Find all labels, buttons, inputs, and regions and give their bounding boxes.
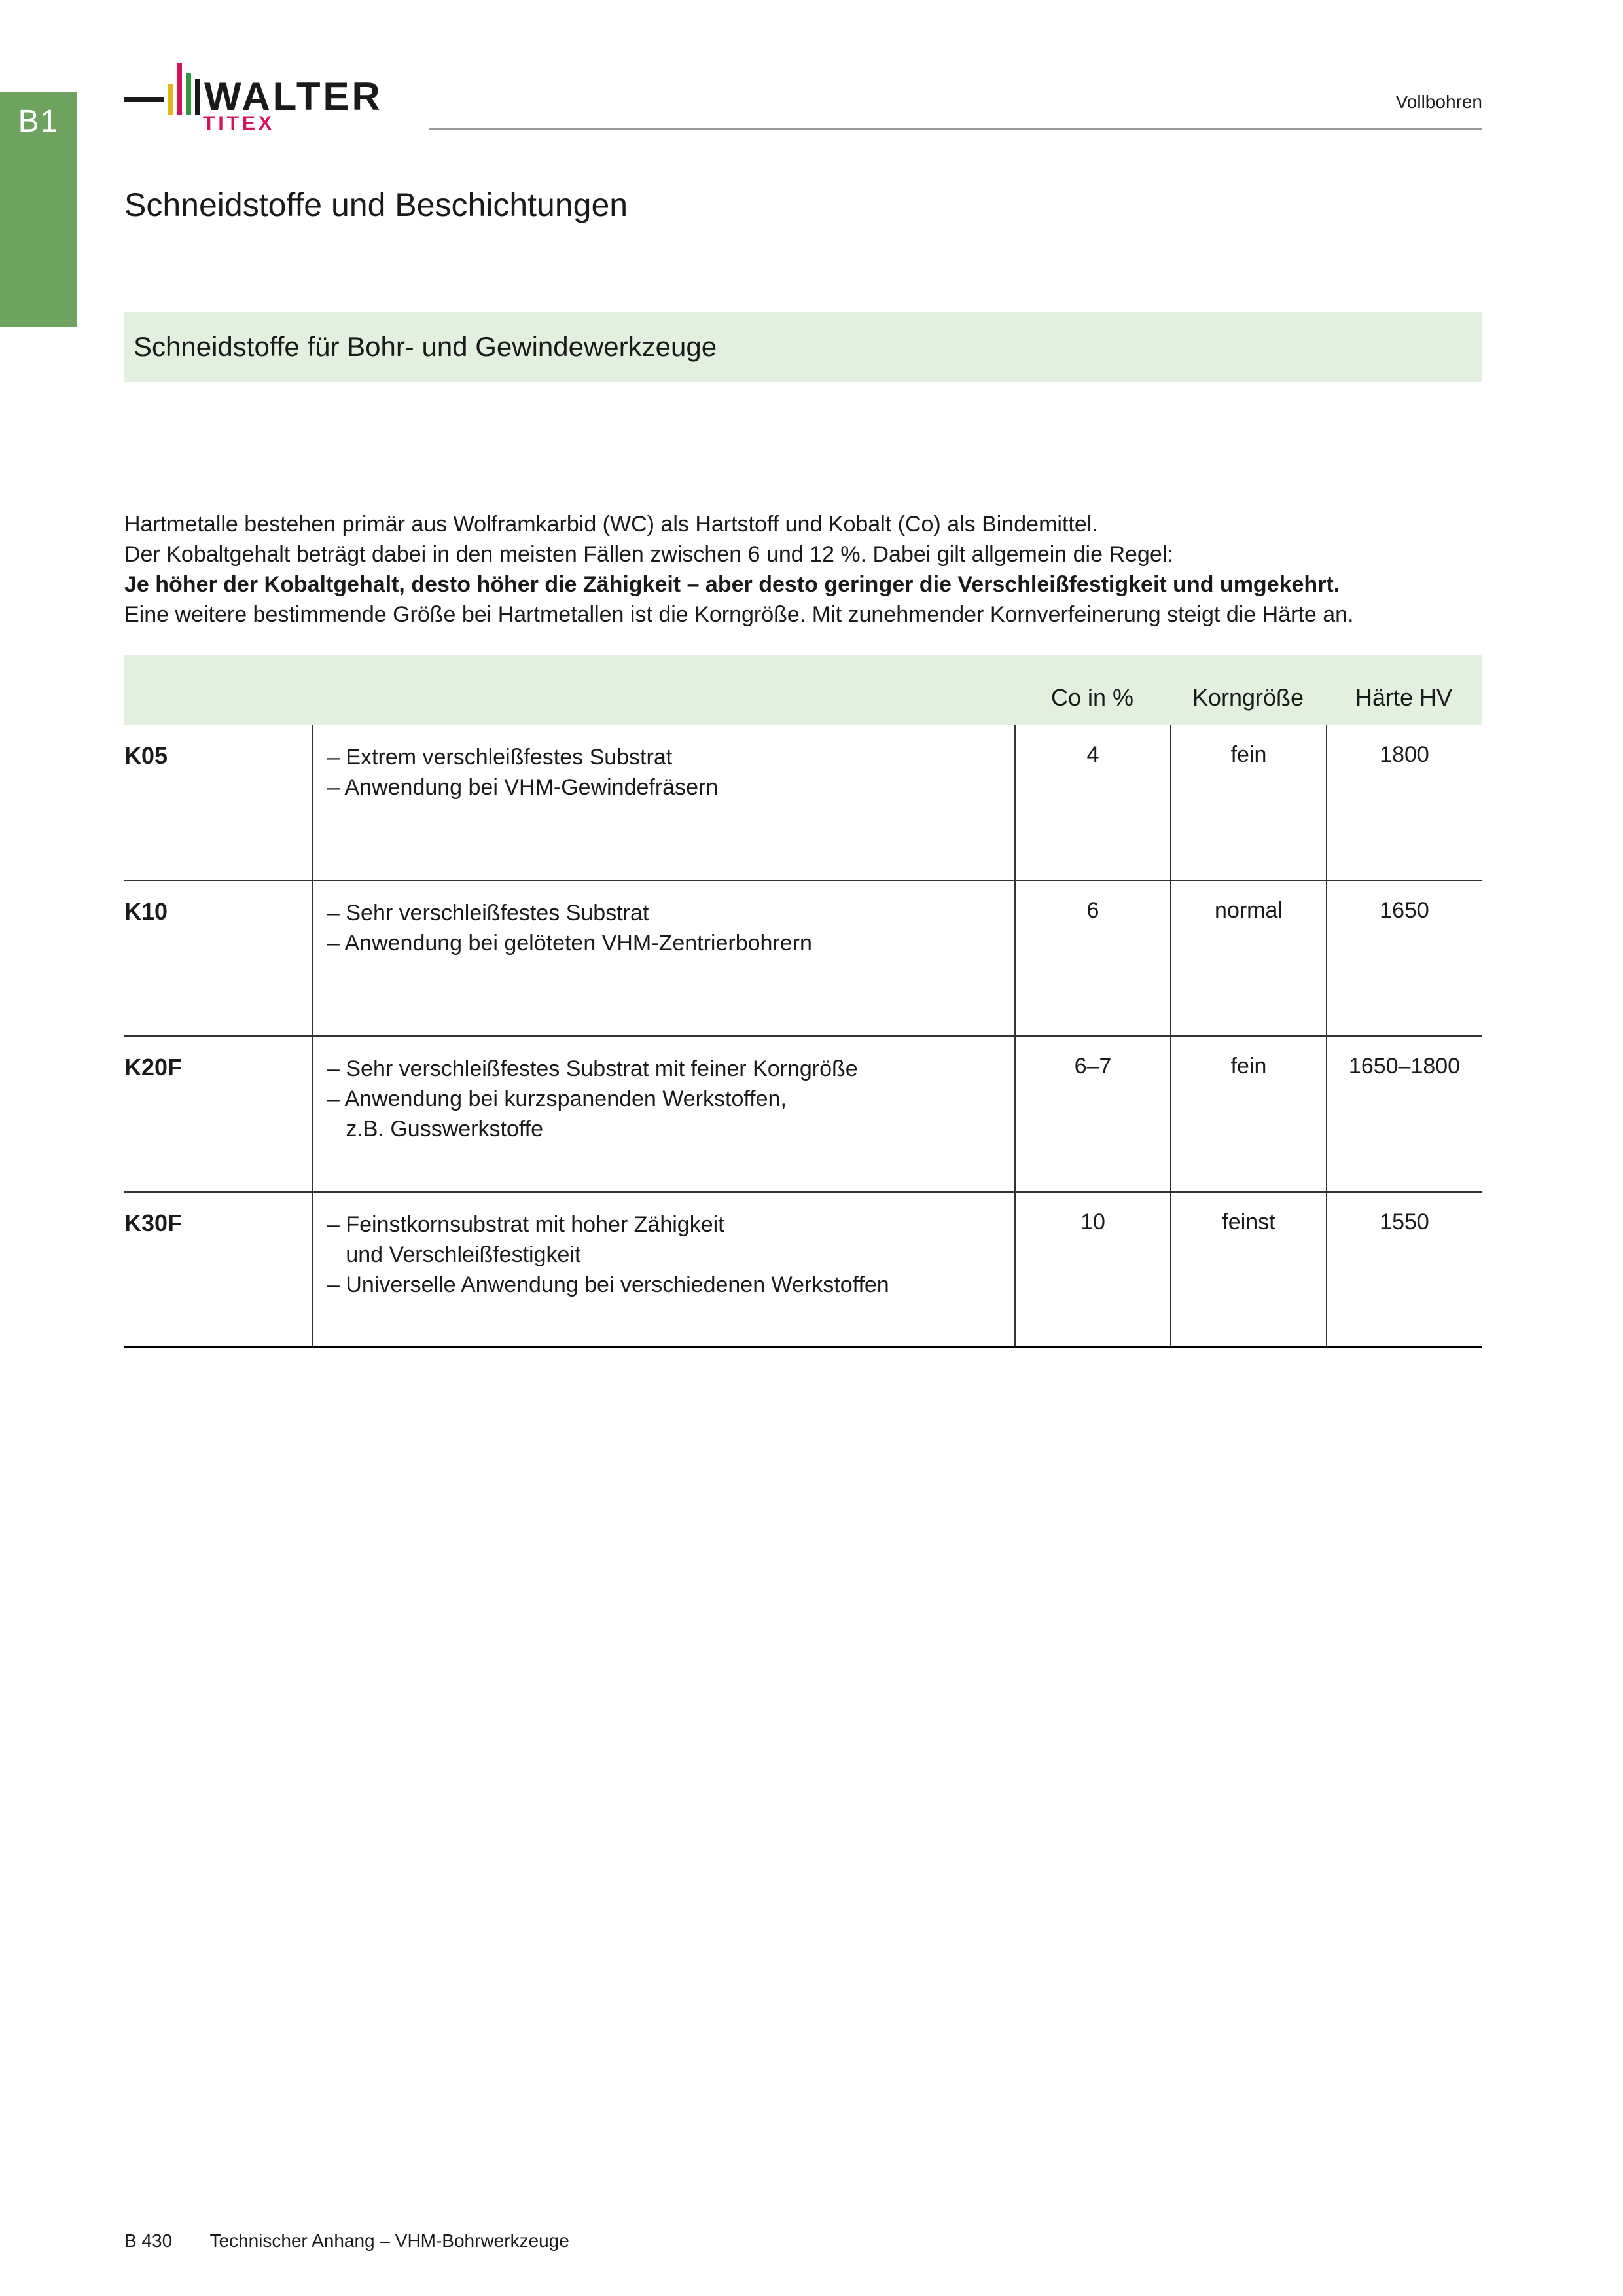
table-row <box>124 881 1482 1037</box>
column-divider <box>312 1193 313 1348</box>
intro-line: Hartmetalle bestehen primär aus Wolframkarbid (WC) als Hartstoff und Kobalt (Co) als Bindemittel. <box>124 512 1098 537</box>
description-line: – Anwendung bei kurzspanenden Werkstoffen, <box>327 1086 787 1111</box>
cell-haerte: 1550 <box>1380 1210 1429 1234</box>
cell-haerte: 1650–1800 <box>1348 1054 1461 1079</box>
description-line: – Sehr verschleißfestes Substrat <box>327 901 649 925</box>
column-divider <box>312 725 313 881</box>
subheading: Schneidstoffe für Bohr- und Gewindewerkzeuge <box>134 331 717 362</box>
intro-line: Der Kobaltgehalt beträgt dabei in den meisten Fällen zwischen 6 und 12 %. Dabei gilt allgemein die Regel: <box>124 542 1173 567</box>
description-line: – Universelle Anwendung bei verschiedenen Werkstoffen <box>327 1272 889 1297</box>
description-line: z.B. Gusswerkstoffe <box>327 1117 544 1141</box>
column-divider <box>312 881 313 1037</box>
cell-grade-code: K10 <box>124 898 168 925</box>
cell-co: 6 <box>1086 898 1099 923</box>
description-line: – Extrem verschleißfestes Substrat <box>327 745 673 770</box>
description-line: – Feinstkornsubstrat mit hoher Zähigkeit <box>327 1212 724 1237</box>
description-line: – Anwendung bei gelöteten VHM-Zentrierbohrern <box>327 931 812 956</box>
column-divider <box>312 1037 313 1193</box>
table-row <box>124 1037 1482 1193</box>
description-line: – Anwendung bei VHM-Gewindefräsern <box>327 775 719 800</box>
intro-text <box>124 509 1499 630</box>
footer-text: Technischer Anhang – VHM-Bohrwerkzeuge <box>209 2231 569 2251</box>
table-row <box>124 725 1482 881</box>
intro-line: Eine weitere bestimmende Größe bei Hartmetallen ist die Korngröße. Mit zunehmender Kornverfeinerung steigt die Härte an. <box>124 602 1354 627</box>
col-header-haerte: Härte HV <box>1355 684 1453 711</box>
cell-grade-code: K30F <box>124 1210 183 1236</box>
cell-co: 4 <box>1086 742 1099 767</box>
intro-rule-bold: Je höher der Kobaltgehalt, desto höher die Zähigkeit – aber desto geringer die Verschleißfestigkeit und umgekehrt. <box>124 572 1340 597</box>
cell-grade-code: K05 <box>124 742 168 769</box>
cell-description <box>327 1210 889 1300</box>
cell-description <box>327 742 718 802</box>
subheading-band <box>124 312 1482 382</box>
cell-grade-code: K20F <box>124 1054 183 1081</box>
cell-co: 10 <box>1080 1210 1105 1234</box>
chapter-tab-label: B1 <box>18 104 60 139</box>
logo-bars-icon <box>124 60 209 132</box>
row-rule <box>124 1346 1482 1348</box>
cell-co: 6–7 <box>1074 1054 1112 1079</box>
footer <box>124 2231 602 2251</box>
description-line: und Verschleißfestigkeit <box>327 1242 581 1267</box>
chapter-tab <box>0 92 77 327</box>
description-line: – Sehr verschleißfestes Substrat mit feiner Korngröße <box>327 1056 858 1081</box>
cell-korn: feinst <box>1222 1210 1275 1234</box>
col-header-co: Co in % <box>1050 684 1134 711</box>
col-header-korn: Korngröße <box>1192 684 1304 711</box>
footer-page-number: B 430 <box>124 2231 173 2251</box>
header-section-label: Vollbohren <box>1395 92 1482 112</box>
header-rule <box>429 128 1482 130</box>
cell-korn: normal <box>1215 898 1283 923</box>
cell-korn: fein <box>1230 1054 1267 1079</box>
walter-titex-logo <box>124 60 399 132</box>
table-row <box>124 1193 1482 1348</box>
logo-subline: TITEX <box>203 113 276 134</box>
cell-description <box>327 898 812 958</box>
cell-description <box>327 1054 858 1144</box>
cell-haerte: 1650 <box>1380 898 1429 923</box>
cell-korn: fein <box>1230 742 1267 767</box>
cell-haerte: 1800 <box>1380 742 1429 767</box>
logo-wordmark: WALTER <box>204 75 383 118</box>
page-title: Schneidstoffe und Beschichtungen <box>124 187 628 223</box>
